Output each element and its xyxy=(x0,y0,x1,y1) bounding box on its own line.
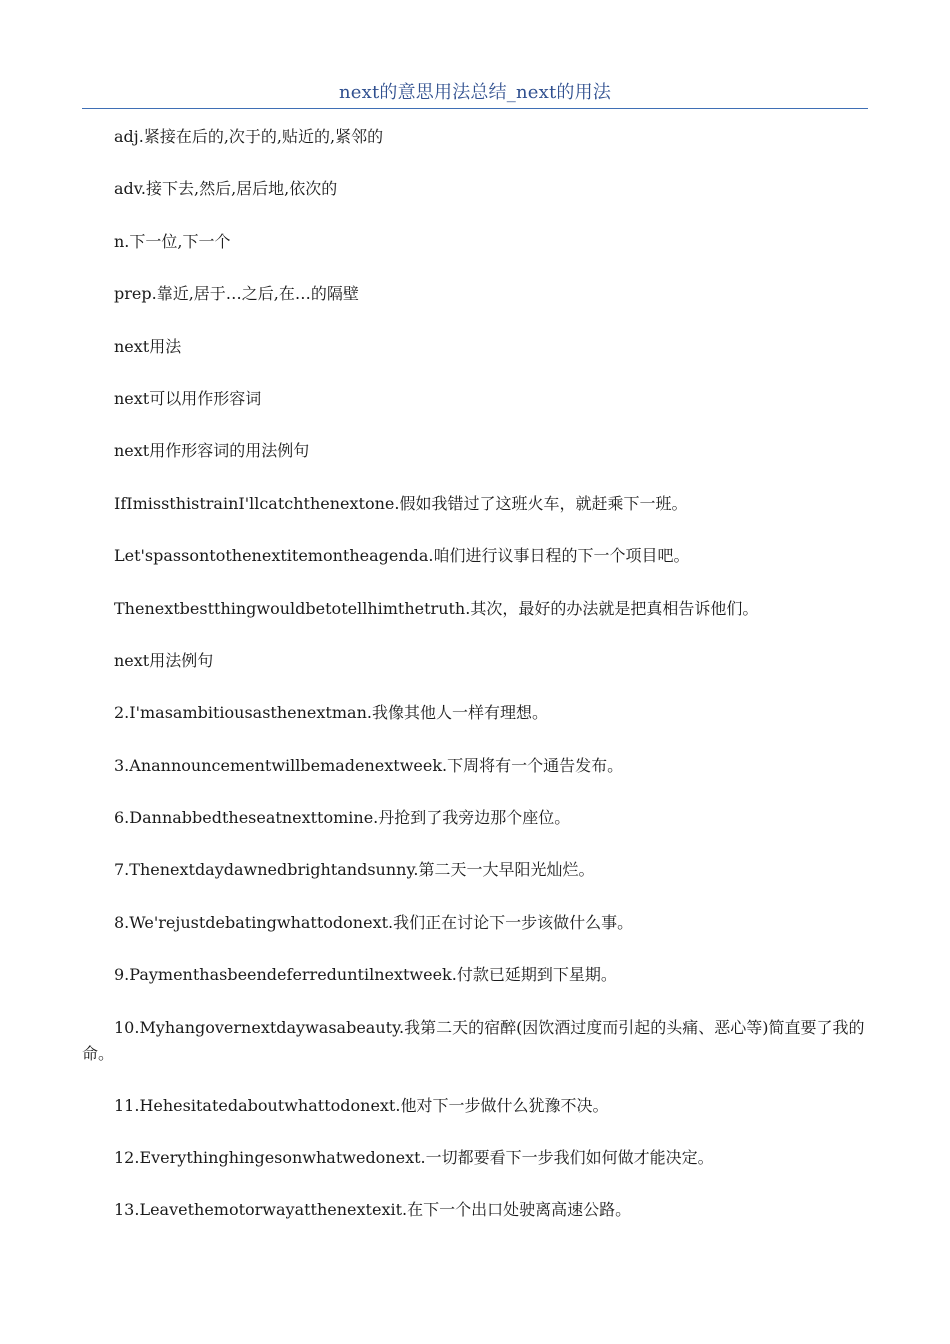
example-sentence: 13.Leavethemotorwayatthenextexit.在下一个出口处驶离高速公路。 xyxy=(114,1200,632,1220)
example-sentence: Thenextbestthingwouldbetotellhimthetruth.其次，最好的办法就是把真相告诉他们。 xyxy=(114,598,759,618)
example-sentence: 3.Anannouncementwillbemadenextweek.下周将有一个通告发布。 xyxy=(114,755,624,775)
definition-prep: prep.靠近,居于…之后,在…的隔壁 xyxy=(114,284,359,304)
example-sentence: IfImissthistrainI'llcatchthenextone.假如我错过了这班火车，就赶乘下一班。 xyxy=(114,493,688,513)
usage-adjective-examples-heading: next用作形容词的用法例句 xyxy=(114,441,310,461)
section-heading-examples: next用法例句 xyxy=(114,650,214,670)
example-sentence: 9.Paymenthasbeendeferreduntilnextweek.付款已延期到下星期。 xyxy=(114,965,617,985)
page-header-title: next的意思用法总结_next的用法 xyxy=(338,82,612,103)
header-divider xyxy=(82,108,868,109)
example-sentence: 12.Everythinghingesonwhatwedonext.一切都要看下一步我们如何做才能决定。 xyxy=(114,1148,714,1168)
definition-adv: adv.接下去,然后,居后地,依次的 xyxy=(114,179,338,199)
usage-adjective-note: next可以用作形容词 xyxy=(114,388,262,408)
document-body xyxy=(82,124,872,1250)
example-sentence: 11.Hehesitatedaboutwhattodonext.他对下一步做什么犹豫不决。 xyxy=(114,1095,609,1115)
example-sentence: Let'spassontothenextitemontheagenda.咱们进行议事日程的下一个项目吧。 xyxy=(114,546,690,566)
example-sentence: 8.We'rejustdebatingwhattodonext.我们正在讨论下一步该做什么事。 xyxy=(114,912,634,932)
example-sentence: 6.Dannabbedtheseatnexttomine.丹抢到了我旁边那个座位。 xyxy=(114,808,571,828)
example-sentence: 7.Thenextdaydawnedbrightandsunny.第二天一大早阳光灿烂。 xyxy=(114,860,595,880)
example-sentence: 2.I'masambitiousasthenextman.我像其他人一样有理想。 xyxy=(114,703,548,723)
section-heading-usage: next用法 xyxy=(114,336,182,356)
definition-noun: n.下一位,下一个 xyxy=(114,231,231,251)
example-sentence: 10.Myhangovernextdaywasabeauty.我第二天的宿醉(因饮酒过度而引起的头痛、恶心等)简直要了我的命。 xyxy=(82,1017,865,1063)
definition-adj: adj.紧接在后的,次于的,贴近的,紧邻的 xyxy=(114,127,384,146)
